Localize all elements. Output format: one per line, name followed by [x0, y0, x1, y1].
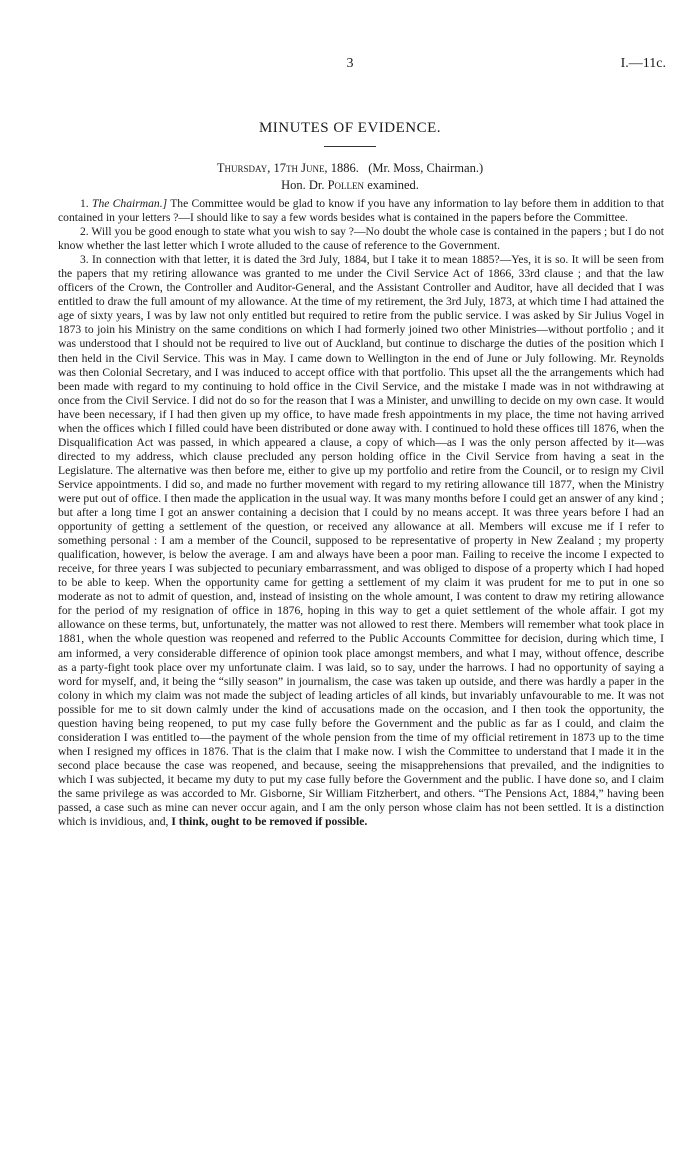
evidence-paragraph-3: [58, 253, 664, 829]
session-year: 1886.: [330, 161, 359, 175]
evidence-paragraph-1: [58, 197, 664, 225]
session-date-line: [0, 160, 700, 177]
witness-examined: examined.: [367, 178, 419, 192]
question-number: 3.: [80, 253, 89, 267]
evidence-body: [58, 197, 664, 829]
question-number: 1.: [80, 197, 89, 210]
session-weekday: Thursday,: [216, 161, 271, 175]
page-number: 3: [346, 56, 354, 71]
paragraph-closing: I think, ought to be removed if possible.: [171, 815, 368, 829]
speaker-label: The Chairman.]: [92, 197, 168, 210]
session-chairman: (Mr. Moss, Chairman.): [368, 161, 484, 175]
paragraph-text: The Committee would be glad to know if you have any information to lay before them in addition to that contained in your letters ?—I should like to say a few words besides what is contained in the papers before the Committee.: [58, 197, 664, 225]
witness-title: Hon. Dr.: [281, 178, 325, 192]
evidence-paragraph-2: [58, 225, 664, 253]
session-day: 17th June,: [273, 161, 328, 175]
question-number: 2.: [80, 225, 89, 239]
witness-name: Pollen: [327, 178, 365, 192]
paragraph-text: In connection with that letter, it is dated the 3rd July, 1884, but I take it to mean 1885?—Yes, it is so. It will be seen from the papers that my retiring allowance was granted to me under the Civil Service Act of 1866, 33rd clause ; and that the law officers of the Crown, the Controller and Auditor-General, and the Assistant Controller and Auditor, have all decided that I was entitled to draw the full amount of my allowance. At the time of my retirement, the 3rd July, 1873, at which time I had attained the age of sixty years, I was by law not only entitled but required to retire from the public service. I was asked by Sir Julius Vogel in 1873 to join his Ministry on the same conditions on which I had formerly joined two other Ministries—without portfolio ; and it was understood that I should not be required to live out of Auckland, but continue to discharge the duties of the position which I then held in the Civil Service. This was in May. I came down to Wellington in the end of June or July following. Mr. Reynolds was then Colonial Secretary, and I was induced to accept office with that portfolio. This upset all the the arrangements which had been made with regard to my continuing to hold office in the Civil Service, and the mistake I made was in not withdrawing at once from the Civil Service. I did not do so for the reason that I was a Minister, and unwilling to decide on my own case. It would have been necessary, if I had then given up my office, to have made fresh appointments in my place, the time not having arrived when the offices which I filled could have been distributed or done away with. I continued to hold these offices till 1876, when the Disqualification Act was passed, in which appeared a clause, a copy of which—as I was the only person affected by it—was directed to my address, which clause precluded any person holding office in the Civil Service from having a seat in the Legislature. The alternative was then before me, either to give up my portfolio and retire from the Council, or to resign my Civil Service appointments. I did so, and made no further movement with regard to my retiring allowance till 1877, when the Ministry were put out of office. I then made the application in the usual way. It was many months before I could get an answer of any kind ; but after a long time I got an answer containing a decision that I could by no means accept. It was three years before I had an opportunity of getting a settlement of the question, or received any allowance at all. Members will excuse me if I refer to something personal : I am a member of the Council, supposed to be representative of property in New Zealand ; my property qualification, however, is below the average. I am and always have been a poor man. Failing to receive the income I expected to receive, for three years I was subjected to pecuniary embarrassment, and was obliged to dispose of a property which I had hoped to be able to keep. When the opportunity came for getting a settlement of my claim it was prudent for me to put in one so moderate as not to admit of question, and, instead of insisting on the whole amount, I was content to draw my retiring allowance for the period of my resignation of office in 1876, hoping in this way to get a quiet settlement of the whole affair. I got my allowance on these terms, but, unfortunately, the matter was not allowed to rest there. Members will remember what took place in 1881, when the whole question was reopened and referred to the Public Accounts Committee for decision, during which time, I am informed, a very considerable difference of opinion took place amongst members, and what I may, without offence, describe as a party-fight took place over my unfortunate claim. I was laid, so to say, under the harrows. I had no opportunity of saying a word for myself, and, it being the “silly season” in journalism, the case was taken up outside, and there was hardly a paper in the colony in which my claim was not made the subject of leading articles of all kinds, but invariably unfavourable to me. It was not possible for me to sit down calmly under the kind of accusations made on the occasion, and I then took the opportunity, the question having being reopened, to put my case fully before the Government and the public as far as I could, and claim the consideration I was entitled to—the payment of the whole pension from the time of my official retirement in 1873 up to the time when I resigned my offices in 1876. That is the claim that I make now. I wish the Committee to understand that I made it in the second place because the case was reopened, and because, seeing the misapprehensions that prevailed, and the indignities to which I was subjected, it became my duty to put my case fully before the Government and the public. I have done so, and I claim the same privilege as was accorded to Mr. Gisborne, Sir William Fitzherbert, and others. “The Pensions Act, 1884,” having been passed, a case such as mine can never occur again, and I am the only person whose claim has not been settled. It is a distinction which is invidious, and,: [58, 253, 664, 829]
title-rule: [324, 146, 376, 147]
session-header: [0, 160, 700, 194]
paragraph-text: Will you be good enough to state what you wish to say ?—No doubt the whole case is contained in the papers ; but I do not know whether the last letter which I wrote alluded to the cause of reference to the Government.: [58, 225, 664, 253]
section-title: MINUTES OF EVIDENCE.: [258, 120, 442, 136]
session-witness-line: [0, 177, 700, 194]
document-reference: I.—11c.: [620, 56, 666, 71]
